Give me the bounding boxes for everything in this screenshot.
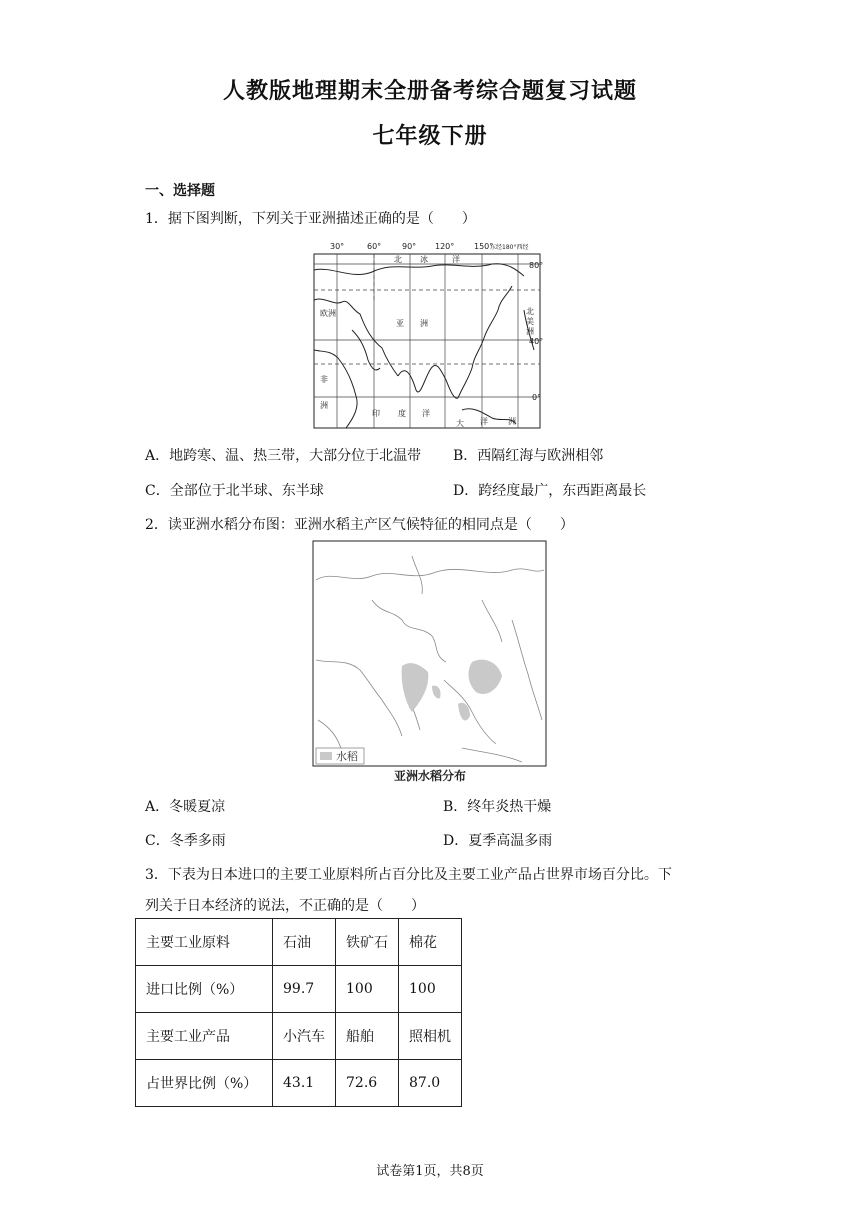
question-3-stem-line-2: 列关于日本经济的说法，不正确的是（ ） [145, 898, 425, 914]
table-row [136, 966, 462, 1013]
na-label-2: 美 [526, 317, 534, 326]
indian-ocean-label-2: 度 [398, 409, 406, 418]
lon-180-label: 东经180°西经 [490, 244, 529, 251]
question-2-stem: 2．读亚洲水稻分布图：亚洲水稻主产区气候特征的相同点是（ ） [145, 517, 574, 533]
q1-option-b: B．西隔红海与欧洲相邻 [453, 448, 604, 464]
oceania-label-2: 洋 [480, 417, 488, 426]
rice-legend-label: 水稻 [336, 750, 358, 763]
page-subtitle: 七年级下册 [372, 124, 488, 149]
arctic-label-1: 北 [394, 255, 402, 264]
table-cell: 进口比例（%） [136, 966, 273, 1013]
table-cell: 100 [336, 966, 399, 1013]
oceania-label-1: 大 [456, 419, 464, 428]
lon-150-label: 150° [474, 242, 494, 251]
q2-option-c: C．冬季多雨 [145, 833, 226, 849]
indian-ocean-label-1: 印 [372, 409, 380, 418]
rice-legend-swatch [320, 752, 332, 760]
table-cell: 主要工业产品 [136, 1013, 273, 1060]
africa-label-1: 非 [320, 375, 328, 384]
question-3-stem-line-1: 3．下表为日本进口的主要工业原料所占百分比及主要工业产品占世界市场百分比。下 [145, 867, 672, 883]
question-1-stem: 1．据下图判断，下列关于亚洲描述正确的是（ ） [145, 211, 476, 227]
table-cell: 石油 [273, 919, 336, 966]
table-cell: 100 [399, 966, 462, 1013]
table-cell: 43.1 [273, 1060, 336, 1107]
table-cell: 主要工业原料 [136, 919, 273, 966]
table-cell: 棉花 [399, 919, 462, 966]
table-cell: 照相机 [399, 1013, 462, 1060]
q2-option-a: A．冬暖夏凉 [145, 799, 226, 815]
na-label-3: 洲 [526, 327, 534, 336]
table-cell: 99.7 [273, 966, 336, 1013]
oceania-label-3: 洲 [508, 417, 516, 426]
table-row [136, 1013, 462, 1060]
q1-option-d: D．跨经度最广，东西距离最长 [453, 483, 647, 499]
lon-60-label: 60° [367, 242, 382, 251]
lon-90-label: 90° [402, 242, 417, 251]
page-footer: 试卷第1页，共8页 [376, 1164, 484, 1179]
table-cell: 船舶 [336, 1013, 399, 1060]
q2-option-d: D．夏季高温多雨 [443, 833, 553, 849]
asia-location-map [312, 240, 548, 430]
europe-label: 欧洲 [320, 309, 336, 318]
table-cell: 小汽车 [273, 1013, 336, 1060]
q1-option-a: A．地跨寒、温、热三带，大部分位于北温带 [145, 448, 422, 464]
table-cell: 占世界比例（%） [136, 1060, 273, 1107]
asia-rice-distribution-map [312, 540, 548, 785]
lat-0-label: 0° [532, 393, 542, 402]
asia-label-2: 洲 [420, 319, 428, 328]
africa-label-2: 洲 [320, 401, 328, 410]
arctic-label-3: 洋 [452, 255, 460, 264]
na-label-1: 北 [526, 307, 534, 316]
table-cell: 72.6 [336, 1060, 399, 1107]
lat-40-label: 40° [529, 337, 544, 346]
lon-30-label: 30° [330, 242, 345, 251]
table-cell: 铁矿石 [336, 919, 399, 966]
map-caption: 亚洲水稻分布 [393, 769, 467, 783]
arctic-label-2: 冰 [420, 255, 428, 264]
section-heading: 一、选择题 [145, 183, 215, 199]
q1-option-c: C．全部位于北半球、东半球 [145, 483, 324, 499]
lon-120-label: 120° [435, 242, 455, 251]
table-cell: 87.0 [399, 1060, 462, 1107]
indian-ocean-label-3: 洋 [422, 409, 430, 418]
q2-option-b: B．终年炎热干燥 [443, 799, 552, 815]
table-row [136, 919, 462, 966]
japan-industry-table [135, 918, 462, 1107]
table-row [136, 1060, 462, 1107]
page-title: 人教版地理期末全册备考综合题复习试题 [222, 79, 637, 104]
lat-80-label: 80° [529, 261, 544, 270]
asia-label-1: 亚 [396, 319, 404, 328]
